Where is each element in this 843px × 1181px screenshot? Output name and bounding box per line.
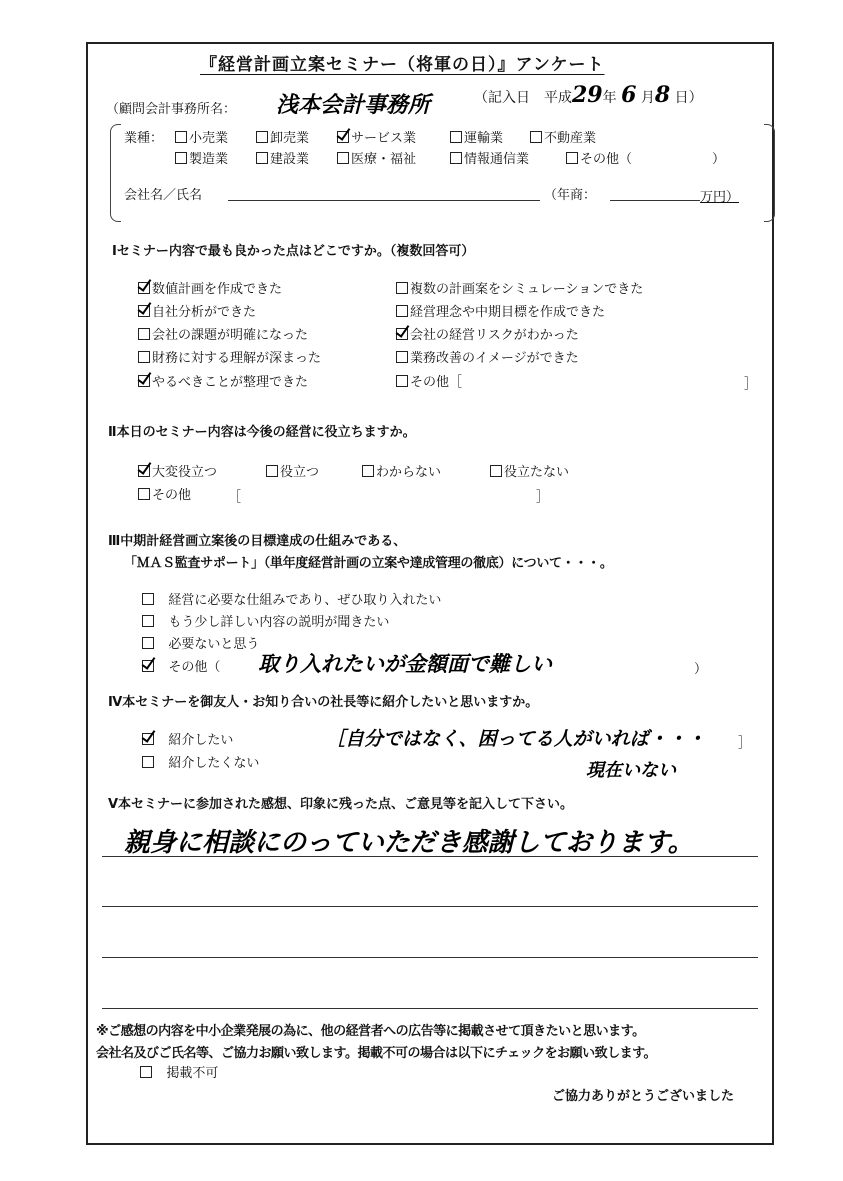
q5-answer[interactable]: 親身に相談にのっていただき感謝しております。 bbox=[124, 828, 694, 858]
checkbox[interactable] bbox=[142, 637, 154, 649]
checkbox[interactable] bbox=[138, 351, 150, 363]
answer-line bbox=[102, 957, 758, 958]
industry-option-service[interactable]: サービス業 bbox=[337, 127, 416, 146]
industry-option-it[interactable]: 情報通信業 bbox=[450, 148, 529, 167]
q3-other-close: ） bbox=[694, 662, 708, 677]
entry-year[interactable]: 29 bbox=[572, 82, 603, 108]
checkbox[interactable] bbox=[142, 593, 154, 605]
checkbox[interactable] bbox=[266, 465, 278, 477]
checkbox[interactable] bbox=[396, 351, 408, 363]
q2-option[interactable]: わからない bbox=[362, 461, 441, 480]
q1-option[interactable]: やるべきことが整理できた bbox=[138, 371, 308, 390]
opt-out-option[interactable]: 掲載不可 bbox=[140, 1062, 218, 1081]
q1-heading: Ⅰセミナー内容で最も良かった点はどこですか。（複数回答可） bbox=[112, 244, 475, 259]
entry-date bbox=[474, 82, 703, 108]
q2-heading: Ⅱ本日のセミナー内容は今後の経営に役立ちますか。 bbox=[108, 425, 416, 440]
q2-option[interactable]: 役立たない bbox=[490, 461, 569, 480]
q1-option[interactable]: 業務改善のイメージができた bbox=[396, 347, 579, 366]
q5-heading: Ⅴ本セミナーに参加された感想、印象に残った点、ご意見等を記入して下さい。 bbox=[108, 797, 574, 812]
year-label: 年 bbox=[602, 90, 617, 106]
checkbox[interactable] bbox=[362, 465, 374, 477]
month-label: 月 bbox=[640, 90, 655, 106]
checkbox[interactable] bbox=[490, 465, 502, 477]
q1-option[interactable]: 経営理念や中期目標を作成できた bbox=[396, 301, 605, 320]
q3-heading-line1: Ⅲ中期計経営画立案後の目標達成の仕組みである、 bbox=[108, 534, 407, 549]
industry-option-medical[interactable]: 医療・福祉 bbox=[337, 148, 416, 167]
checkbox[interactable] bbox=[138, 488, 150, 500]
checkbox[interactable] bbox=[142, 615, 154, 627]
sales-unit: 万円） bbox=[700, 190, 740, 205]
q2-option-other[interactable]: その他 bbox=[138, 484, 191, 503]
q1-option[interactable]: 数値計画を作成できた bbox=[138, 278, 282, 297]
checkbox[interactable] bbox=[138, 328, 150, 340]
checkbox[interactable] bbox=[256, 152, 268, 164]
company-label: 会社名／氏名 bbox=[124, 188, 203, 203]
entry-day[interactable]: 8 bbox=[654, 82, 671, 108]
q3-other-answer[interactable]: 取り入れたいが金額面で難しい bbox=[258, 651, 552, 676]
q1-option[interactable]: 会社の経営リスクがわかった bbox=[396, 324, 579, 343]
industry-option-wholesale[interactable]: 卸売業 bbox=[256, 127, 309, 146]
q4-answer-line1[interactable]: ［自分ではなく、困ってる人がいれば・・・ bbox=[326, 728, 706, 750]
checkbox[interactable] bbox=[396, 375, 408, 387]
industry-option-retail[interactable]: 小売業 bbox=[175, 127, 228, 146]
q4-answer-close: ］ bbox=[738, 736, 752, 751]
industry-other-close: ） bbox=[712, 152, 726, 167]
notice-line2: 会社名及びご氏名等、ご協力お願い致します。掲載不可の場合は以下にチェックをお願い致します。 bbox=[96, 1046, 657, 1061]
checkbox[interactable] bbox=[337, 152, 349, 164]
checkbox[interactable] bbox=[138, 305, 150, 317]
firm-name-value[interactable]: 浅本会計事務所 bbox=[276, 92, 431, 118]
company-name-line[interactable] bbox=[228, 200, 540, 201]
checkbox[interactable] bbox=[396, 328, 408, 340]
q3-option[interactable]: もう少し詳しい内容の説明が聞きたい bbox=[142, 611, 389, 630]
entry-date-prefix: （記入日 平成 bbox=[474, 90, 572, 106]
answer-line bbox=[102, 1008, 758, 1009]
q2-other-open: ［ bbox=[228, 490, 242, 505]
survey-title: 『経営計画立案セミナー（将軍の日）』アンケート bbox=[200, 55, 605, 75]
industry-label: 業種： bbox=[124, 131, 164, 146]
day-label: 日） bbox=[674, 90, 703, 106]
sales-label: （年商： bbox=[544, 188, 597, 203]
industry-option-realestate[interactable]: 不動産業 bbox=[530, 127, 596, 146]
thanks-text: ご協力ありがとうございました bbox=[552, 1089, 735, 1104]
q2-other-close: ］ bbox=[536, 490, 550, 505]
q1-option-other[interactable]: その他［ bbox=[396, 371, 462, 390]
checkbox[interactable] bbox=[175, 152, 187, 164]
q3-option[interactable]: 必要ないと思う bbox=[142, 633, 259, 652]
checkbox[interactable] bbox=[256, 131, 268, 143]
industry-option-manufacturing[interactable]: 製造業 bbox=[175, 148, 228, 167]
q3-option[interactable]: 経営に必要な仕組みであり、ぜひ取り入れたい bbox=[142, 589, 441, 608]
checkbox[interactable] bbox=[530, 131, 542, 143]
checkbox[interactable] bbox=[396, 305, 408, 317]
answer-line bbox=[102, 856, 758, 857]
checkbox[interactable] bbox=[450, 152, 462, 164]
q3-heading-line2: 「ＭＡＳ監査サポート」（単年度経営計画の立案や達成管理の徹底）について・・・。 bbox=[124, 556, 613, 571]
checkbox[interactable] bbox=[142, 660, 154, 672]
industry-option-transport[interactable]: 運輸業 bbox=[450, 127, 503, 146]
q1-option[interactable]: 自社分析ができた bbox=[138, 301, 256, 320]
q4-option[interactable]: 紹介したい bbox=[142, 729, 233, 748]
entry-month[interactable]: 6 bbox=[621, 82, 637, 108]
checkbox[interactable] bbox=[337, 131, 349, 143]
checkbox[interactable] bbox=[138, 465, 150, 477]
q4-option[interactable]: 紹介したくない bbox=[142, 752, 259, 771]
answer-line bbox=[102, 906, 758, 907]
industry-bracket-right bbox=[764, 124, 775, 222]
q2-option[interactable]: 大変役立つ bbox=[138, 461, 217, 480]
firm-label: （顧問会計事務所名： bbox=[106, 102, 237, 117]
q3-option-other[interactable]: その他（ bbox=[142, 656, 220, 675]
q4-answer-line2[interactable]: 現在いない bbox=[586, 760, 676, 781]
checkbox[interactable] bbox=[138, 282, 150, 294]
checkbox[interactable] bbox=[140, 1066, 152, 1078]
industry-option-construction[interactable]: 建設業 bbox=[256, 148, 309, 167]
checkbox[interactable] bbox=[450, 131, 462, 143]
q4-heading: Ⅳ本セミナーを御友人・お知り合いの社長等に紹介したいと思いますか。 bbox=[108, 695, 539, 710]
checkbox[interactable] bbox=[566, 152, 578, 164]
checkbox[interactable] bbox=[138, 375, 150, 387]
notice-line1: ※ご感想の内容を中小企業発展の為に、他の経営者への広告等に掲載させて頂きたいと思います。 bbox=[96, 1024, 645, 1039]
q1-option[interactable]: 財務に対する理解が深まった bbox=[138, 347, 321, 366]
checkbox[interactable] bbox=[142, 756, 154, 768]
industry-option-other[interactable]: その他（ bbox=[566, 148, 632, 167]
q2-option[interactable]: 役立つ bbox=[266, 461, 319, 480]
q1-option[interactable]: 複数の計画案をシミュレーションできた bbox=[396, 278, 643, 297]
industry-bracket-left bbox=[110, 124, 121, 222]
checkbox[interactable] bbox=[175, 131, 187, 143]
q1-other-close: ］ bbox=[744, 377, 758, 392]
sales-line[interactable] bbox=[610, 200, 700, 201]
checkbox[interactable] bbox=[396, 282, 408, 294]
checkbox[interactable] bbox=[142, 733, 154, 745]
q1-option[interactable]: 会社の課題が明確になった bbox=[138, 324, 308, 343]
